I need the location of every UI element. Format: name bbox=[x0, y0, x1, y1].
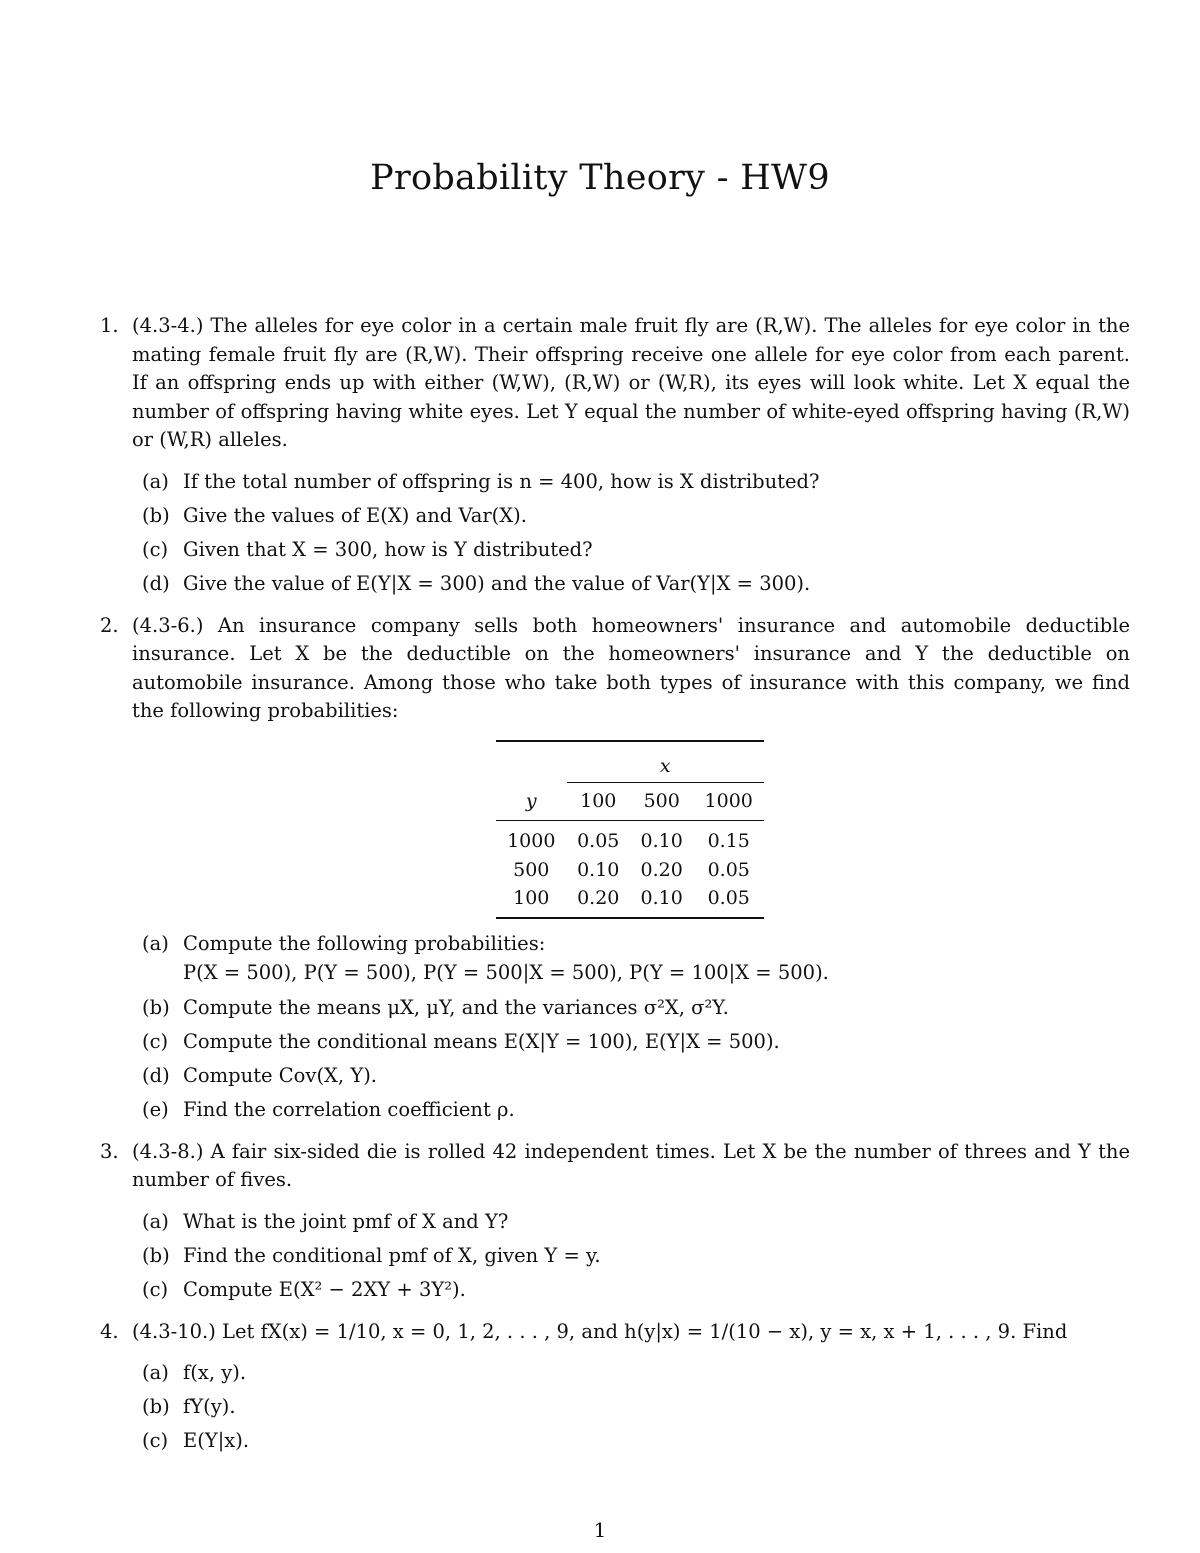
subquestion bbox=[142, 929, 1130, 987]
subquestion bbox=[142, 991, 1130, 1025]
subquestion-text: fY(y). bbox=[183, 1395, 236, 1418]
subquestion-list bbox=[132, 929, 1130, 1127]
table-cell: 0.10 bbox=[577, 858, 620, 881]
table-cell: 0.05 bbox=[707, 858, 750, 881]
page-title: Probability Theory - HW9 bbox=[370, 158, 830, 198]
subquestion-formula: P(X = 500), P(Y = 500), P(Y = 500|X = 500), P(Y = 100|X = 500). bbox=[183, 960, 829, 984]
subquestion-text: Compute the means μX, μY, and the variances σ²X, σ²Y. bbox=[183, 995, 729, 1019]
subquestion-text: If the total number of offspring is n = 400, how is X distributed? bbox=[183, 469, 820, 493]
problem-3 bbox=[100, 1138, 1130, 1307]
subquestion-label: (a) bbox=[142, 931, 169, 955]
subquestion-text: Give the values of E(X) and Var(X). bbox=[183, 503, 527, 527]
probability-table bbox=[496, 740, 764, 919]
problem-number: 4. bbox=[100, 1319, 119, 1343]
problem-number: 2. bbox=[100, 613, 119, 637]
subquestion-text: Compute Cov(X, Y). bbox=[183, 1063, 378, 1087]
problem-statement: (4.3-6.) An insurance company sells both homeowners' insurance and automobile deductible insurance. Let X be the deductible on the homeowners' insurance and Y the deductible on automobile insurance. Among those who take both types of insurance with this company, we find the following probabilities: bbox=[132, 613, 1130, 722]
subquestion bbox=[142, 1239, 1130, 1273]
subquestion-text: Compute the conditional means E(X|Y = 100), E(Y|X = 500). bbox=[183, 1029, 780, 1053]
subquestion bbox=[142, 499, 1130, 533]
column-header: 1000 bbox=[704, 790, 753, 812]
subquestion bbox=[142, 567, 1130, 601]
row-variable-label: y bbox=[525, 789, 537, 812]
table-cell: 0.20 bbox=[640, 858, 683, 881]
table-cell: 0.15 bbox=[707, 830, 750, 852]
subquestion-text: f(x, y). bbox=[183, 1361, 247, 1384]
subquestion-label: (b) bbox=[142, 1243, 170, 1267]
subquestion bbox=[142, 1025, 1130, 1059]
subquestion-text: Give the value of E(Y|X = 300) and the value of Var(Y|X = 300). bbox=[183, 571, 811, 595]
subquestion bbox=[142, 1356, 1130, 1390]
subquestion-label: (b) bbox=[142, 1395, 170, 1418]
subquestion-text: E(Y|x). bbox=[183, 1429, 250, 1452]
subquestion-label: (e) bbox=[142, 1097, 169, 1121]
problem-2 bbox=[100, 612, 1130, 1127]
table-row bbox=[496, 884, 764, 918]
problem-statement: (4.3-4.) The alleles for eye color in a certain male fruit fly are (R,W). The alleles for eye color in the mating female fruit fly are (R,W). Their offspring receive one allele for eye color from each parent. If an offspring ends up with either (W,W), (R,W) or (W,R), its eyes will look white. Let X equal the number of offspring having white eyes. Let Y equal the number of white-eyed offspring having (R,W) or (W,R) alleles. bbox=[132, 314, 1130, 451]
subquestion bbox=[142, 1093, 1130, 1127]
subquestion-text: Find the conditional pmf of X, given Y = y. bbox=[183, 1243, 601, 1267]
subquestion-label: (a) bbox=[142, 1209, 169, 1233]
subquestion-label: (d) bbox=[142, 571, 170, 595]
subquestion-label: (c) bbox=[142, 1277, 169, 1301]
problem-4 bbox=[100, 1318, 1130, 1459]
subquestion-list bbox=[132, 1356, 1130, 1458]
problem-1 bbox=[100, 312, 1130, 601]
problem-number: 3. bbox=[100, 1139, 119, 1163]
subquestion-label: (d) bbox=[142, 1063, 170, 1087]
subquestion-label: (c) bbox=[142, 1429, 169, 1452]
problem-statement: (4.3-8.) A fair six-sided die is rolled 42 independent times. Let X be the number of threes and Y the number of fives. bbox=[132, 1139, 1130, 1191]
column-header: 500 bbox=[643, 790, 680, 812]
subquestion bbox=[142, 1424, 1130, 1458]
subquestion-list bbox=[132, 1205, 1130, 1307]
column-header: 100 bbox=[580, 790, 617, 812]
subquestion-label: (a) bbox=[142, 1361, 169, 1384]
subquestion-label: (c) bbox=[142, 1029, 169, 1053]
subquestion bbox=[142, 1390, 1130, 1424]
subquestion-label: (a) bbox=[142, 469, 169, 493]
column-variable-label: x bbox=[567, 752, 764, 783]
subquestion-text: Given that X = 300, how is Y distributed? bbox=[183, 537, 593, 561]
subquestion bbox=[142, 465, 1130, 499]
subquestion-text: Compute the following probabilities: bbox=[183, 931, 546, 955]
subquestion bbox=[142, 533, 1130, 567]
subquestion-text: What is the joint pmf of X and Y? bbox=[183, 1209, 509, 1233]
table-row bbox=[496, 856, 764, 885]
problem-number: 1. bbox=[100, 314, 119, 337]
table-cell: 0.10 bbox=[640, 887, 683, 909]
row-header: 1000 bbox=[507, 830, 556, 852]
table-cell: 0.20 bbox=[577, 887, 620, 909]
subquestion-label: (c) bbox=[142, 537, 169, 561]
table-cell: 0.10 bbox=[640, 830, 683, 852]
table-row bbox=[496, 821, 764, 856]
subquestion-list bbox=[132, 465, 1130, 601]
subquestion bbox=[142, 1059, 1130, 1093]
subquestion-text: Find the correlation coefficient ρ. bbox=[183, 1097, 515, 1121]
table-cell: 0.05 bbox=[577, 830, 620, 852]
page-number: 1 bbox=[593, 1518, 607, 1542]
subquestion bbox=[142, 1273, 1130, 1307]
row-header: 500 bbox=[513, 858, 550, 881]
subquestion-text: Compute E(X² − 2XY + 3Y²). bbox=[183, 1277, 466, 1301]
problem-list bbox=[100, 312, 1130, 1469]
subquestion bbox=[142, 1205, 1130, 1239]
row-header: 100 bbox=[513, 887, 550, 909]
subquestion-label: (b) bbox=[142, 503, 170, 527]
subquestion-label: (b) bbox=[142, 995, 170, 1019]
problem-statement: (4.3-10.) Let fX(x) = 1/10, x = 0, 1, 2, . . . , 9, and h(y|x) = 1/(10 − x), y = x, x + 1, . . . , 9. Find bbox=[132, 1319, 1068, 1343]
table-cell: 0.05 bbox=[707, 887, 750, 909]
